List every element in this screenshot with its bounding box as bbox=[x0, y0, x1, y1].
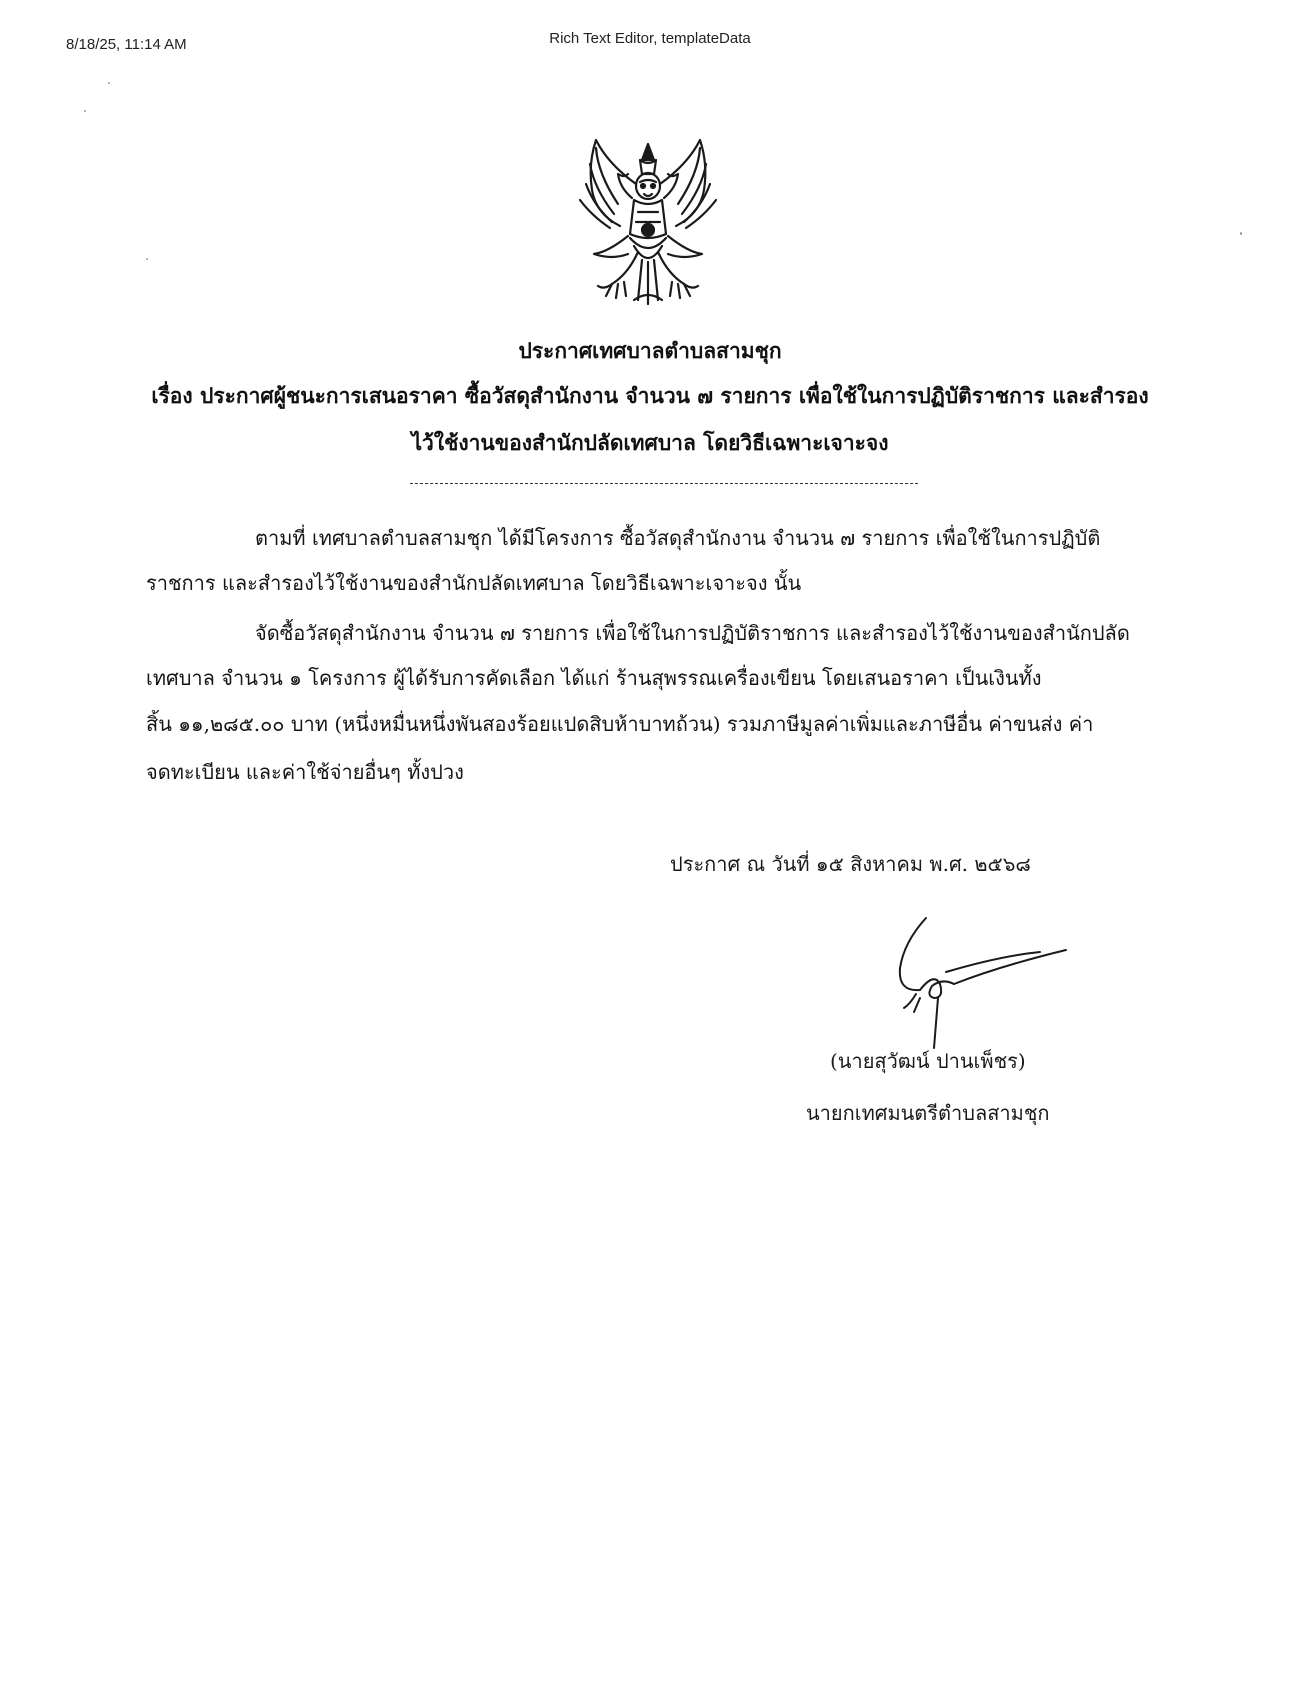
announcement-title: ประกาศเทศบาลตำบลสามชุก bbox=[518, 338, 782, 363]
paragraph-1-line-2: ราชการ และสำรองไว้ใช้งานของสำนักปลัดเทศบาล โดยวิธีเฉพาะเจาะจง นั้น bbox=[146, 571, 802, 595]
signer-position: นายกเทศมนตรีตำบลสามชุก bbox=[806, 1101, 1050, 1125]
print-timestamp: 8/18/25, 11:14 AM bbox=[66, 36, 187, 53]
heading-separator bbox=[410, 483, 918, 484]
paragraph-2-line-3: สิ้น ๑๑,๒๘๕.๐๐ บาท (หนึ่งหมื่นหนึ่งพันสองร้อยแปดสิบห้าบาทถ้วน) รวมภาษีมูลค่าเพิ่มและภาษีอื่น ค่าขนส่ง ค่า bbox=[146, 712, 1094, 736]
announcement-date: ประกาศ ณ วันที่ ๑๕ สิงหาคม พ.ศ. ๒๕๖๘ bbox=[670, 852, 1031, 876]
paragraph-2-line-4: จดทะเบียน และค่าใช้จ่ายอื่นๆ ทั้งปวง bbox=[146, 760, 464, 784]
paragraph-2-line-1: จัดซื้อวัสดุสำนักงาน จำนวน ๗ รายการ เพื่อใช้ในการปฏิบัติราชการ และสำรองไว้ใช้งานของสำนักปลัด bbox=[255, 621, 1130, 645]
handwritten-signature-icon bbox=[880, 912, 1080, 1052]
scan-speck bbox=[146, 258, 148, 260]
subject-line-continued: ไว้ใช้งานของสำนักปลัดเทศบาล โดยวิธีเฉพาะเจาะจง bbox=[411, 430, 889, 455]
print-header bbox=[0, 30, 1300, 58]
scan-speck bbox=[84, 110, 86, 112]
subject-line: เรื่อง ประกาศผู้ชนะการเสนอราคา ซื้อวัสดุสำนักงาน จำนวน ๗ รายการ เพื่อใช้ในการปฏิบัติราชการ และสำรอง bbox=[151, 383, 1149, 408]
scan-speck bbox=[108, 82, 110, 84]
signer-name: (นายสุวัฒน์ ปานเพ็ชร) bbox=[830, 1049, 1026, 1073]
print-page-title: Rich Text Editor, templateData bbox=[549, 30, 751, 47]
paragraph-1-line-1: ตามที่ เทศบาลตำบลสามชุก ได้มีโครงการ ซื้อวัสดุสำนักงาน จำนวน ๗ รายการ เพื่อใช้ในการปฏิบัติ bbox=[255, 526, 1101, 550]
garuda-emblem-icon bbox=[568, 134, 728, 306]
scan-speck bbox=[1240, 232, 1242, 235]
paragraph-2-line-2: เทศบาล จำนวน ๑ โครงการ ผู้ได้รับการคัดเลือก ได้แก่ ร้านสุพรรณเครื่องเขียน โดยเสนอราคา เป็นเงินทั้ง bbox=[146, 666, 1042, 690]
